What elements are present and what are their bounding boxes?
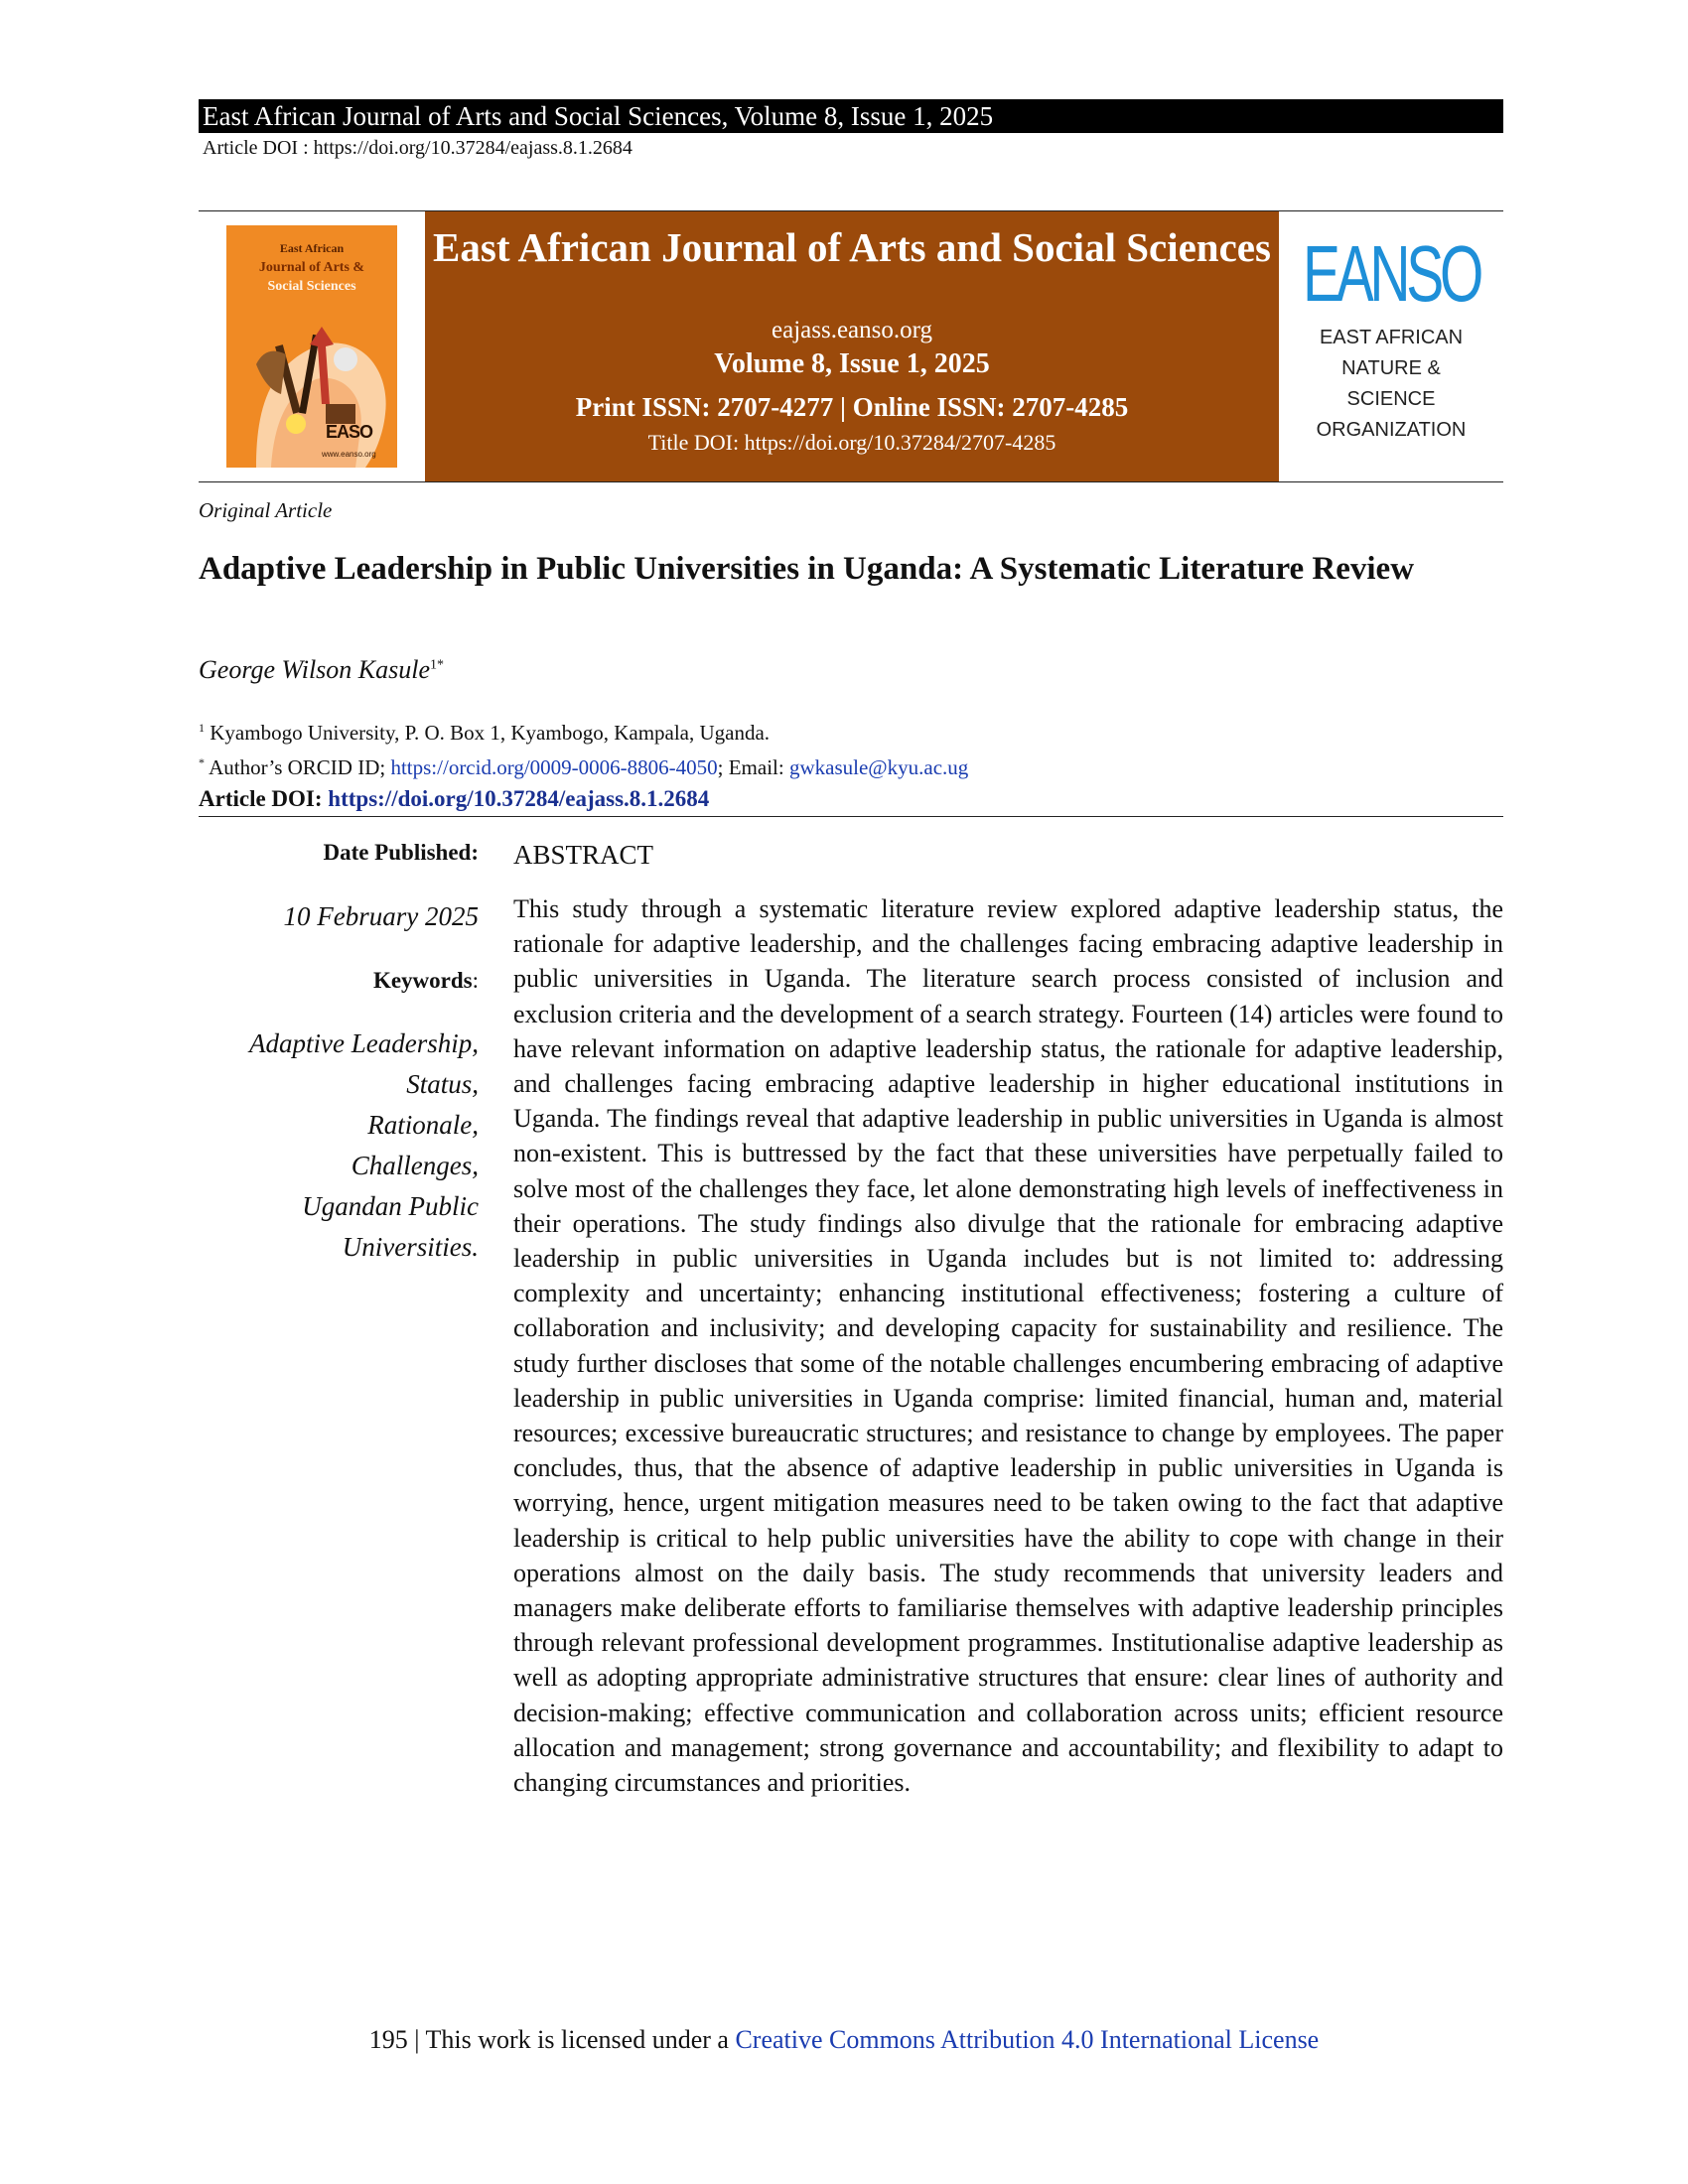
cover-title-line3: Social Sciences bbox=[267, 279, 356, 294]
affiliations bbox=[199, 713, 968, 782]
article-type: Original Article bbox=[199, 498, 333, 522]
affiliation-superscript: 1 bbox=[199, 721, 205, 735]
orcid-line bbox=[199, 748, 968, 782]
author-superscript: 1* bbox=[430, 657, 445, 673]
publisher-name-line: NATURE & bbox=[1341, 357, 1441, 379]
abstract-text: This study through a systematic literature review explored adaptive leadership status, the rationale for adaptive leadership, and the challenges facing embracing adaptive leadership in public universities in Uganda. The literature search process consisted of inclusion and exclusion criteria and the development of a search strategy. Fourteen (14) articles were found to have relevant information on adaptive leadership status, the rationale for adaptive leadership, and challenges facing embracing adaptive leadership in higher educational institutions in Uganda. The findings reveal that adaptive leadership in public universities in Uganda is almost non-existent. This is buttressed by the fact that these universities have perpetually failed to solve most of the challenges they face, let alone demonstrating high levels of ineffectiveness in their operations. The study findings also divulge that the rationale for embracing adaptive leadership in public universities in Uganda includes but is not limited to: addressing complexity and uncertainty; enhancing institutional effectiveness; fostering a culture of collaboration and inclusivity; and developing capacity for sustainability and resilience. The study further discloses that some of the notable challenges encumbering embracing of adaptive leadership in public universities in Uganda comprise: limited financial, human and, material resources; excessive bureaucratic structures; and resistance to change by employees. The paper concludes, thus, that the absence of adaptive leadership in public universities in Uganda is worrying, hence, urgent mitigation measures need to be taken owing to the fact that adaptive leadership is critical to help public universities have the ability to cope with change in their operations almost on the daily basis. The study recommends that university leaders and managers make deliberate efforts to familiarise themselves with adaptive leadership principles through relevant professional development programmes. Institutionalise adaptive leadership as well as adopting appropriate administrative structures that ensure: clear lines of authority and decision-making; effective communication and collaboration across units; efficient resource allocation and management; strong governance and accountability; and flexibility to adapt to changing circumstances and priorities. bbox=[513, 894, 1503, 1798]
keywords-label-text: Keywords bbox=[372, 968, 473, 993]
keyword: Ugandan Public bbox=[302, 1191, 479, 1221]
cover-url: www.eanso.org bbox=[322, 450, 376, 459]
article-doi bbox=[199, 786, 709, 812]
title-doi: Title DOI: https://doi.org/10.37284/2707-4285 bbox=[647, 430, 1056, 455]
orcid-link[interactable]: https://orcid.org/0009-0006-8806-4050 bbox=[390, 755, 718, 779]
email-link[interactable]: gwkasule@kyu.ac.ug bbox=[788, 755, 969, 779]
cover-title-line1: East African bbox=[279, 241, 345, 255]
eanso-logo-icon bbox=[1301, 229, 1481, 318]
cover-artwork-icon bbox=[226, 305, 397, 468]
journal-title: East African Journal of Arts and Social Sciences bbox=[433, 224, 1271, 270]
keyword: Challenges, bbox=[351, 1151, 479, 1180]
keyword: Universities. bbox=[342, 1232, 479, 1262]
journal-cover-image bbox=[226, 225, 397, 468]
publisher-name-line: ORGANIZATION bbox=[1316, 419, 1467, 441]
keywords-label bbox=[199, 968, 479, 994]
date-published: 10 February 2025 bbox=[283, 901, 479, 931]
journal-website[interactable]: eajass.eanso.org bbox=[772, 317, 932, 343]
keyword: Status, bbox=[406, 1069, 479, 1099]
cover-title bbox=[226, 239, 397, 296]
keywords-colon: : bbox=[472, 968, 479, 993]
divider bbox=[199, 816, 1503, 817]
affiliation-text: Kyambogo University, P. O. Box 1, Kyambogo, Kampala, Uganda. bbox=[210, 721, 771, 745]
orcid-superscript: * bbox=[199, 755, 205, 769]
abstract-heading: ABSTRACT bbox=[513, 840, 654, 870]
license-text: This work is licensed under a bbox=[425, 2025, 736, 2054]
affiliation-line bbox=[199, 713, 968, 748]
running-article-doi: Article DOI : https://doi.org/10.37284/eajass.8.1.2684 bbox=[203, 137, 633, 159]
eanso-logo-text: EANSO bbox=[1303, 229, 1481, 318]
keyword: Rationale, bbox=[367, 1110, 479, 1140]
email-label: ; Email: bbox=[717, 755, 789, 779]
keywords-list bbox=[199, 1024, 479, 1268]
publisher-name-line: SCIENCE bbox=[1346, 388, 1436, 410]
cover-title-line2: Journal of Arts & bbox=[258, 260, 365, 275]
publisher-name-line: EAST AFRICAN bbox=[1319, 327, 1464, 348]
article-doi-label: Article DOI: bbox=[199, 786, 329, 811]
article-title: Adaptive Leadership in Public Universities in Uganda: A Systematic Literature Review bbox=[199, 551, 1415, 587]
page-number: 195 bbox=[368, 2025, 408, 2054]
publisher-name bbox=[1279, 323, 1503, 446]
date-published-label: Date Published: bbox=[323, 840, 479, 865]
license-link[interactable]: Creative Commons Attribution 4.0 International License bbox=[735, 2025, 1320, 2054]
keyword: Adaptive Leadership, bbox=[249, 1028, 479, 1058]
volume-issue: Volume 8, Issue 1, 2025 bbox=[714, 348, 990, 379]
page-footer bbox=[0, 2025, 1688, 2055]
author-name-text: George Wilson Kasule bbox=[199, 655, 431, 684]
footer-separator: | bbox=[407, 2025, 426, 2054]
sidebar-metadata bbox=[199, 840, 479, 1268]
author-name bbox=[199, 655, 444, 685]
article-doi-link[interactable]: https://doi.org/10.37284/eajass.8.1.2684 bbox=[328, 786, 710, 811]
journal-info-box bbox=[425, 211, 1279, 481]
publisher-box bbox=[1279, 211, 1503, 481]
running-header: East African Journal of Arts and Social Sciences, Volume 8, Issue 1, 2025 bbox=[199, 99, 1503, 133]
cover-logo: EASO bbox=[326, 422, 373, 442]
orcid-label: Author’s ORCID ID; bbox=[209, 755, 391, 779]
issn: Print ISSN: 2707-4277 | Online ISSN: 2707-4285 bbox=[575, 392, 1129, 422]
journal-banner bbox=[199, 210, 1503, 482]
